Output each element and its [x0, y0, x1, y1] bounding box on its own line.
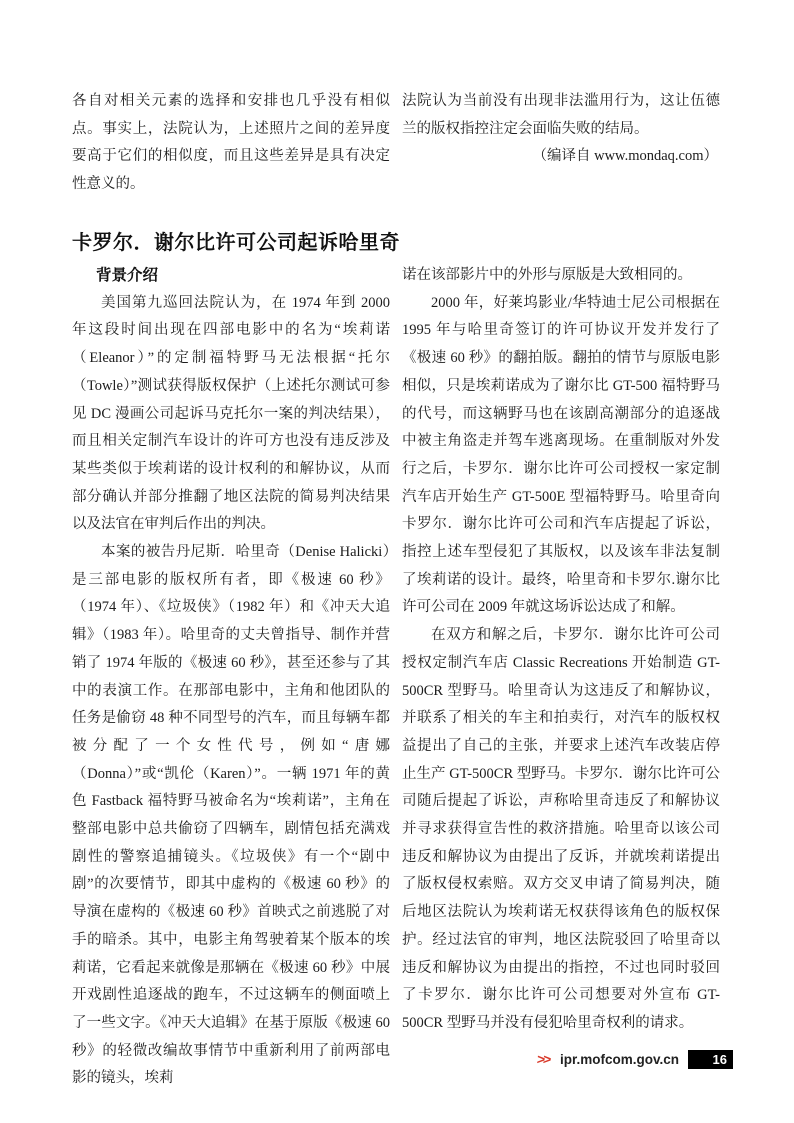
right-paragraph-continuation: 诺在该部影片中的外形与原版是大致相同的。	[402, 267, 692, 283]
previous-article-ending	[72, 88, 720, 199]
top-right-column	[402, 88, 720, 199]
article-body	[72, 262, 720, 1093]
section-heading: 背景介绍	[96, 267, 159, 284]
page-number-badge: 16	[688, 1050, 733, 1069]
top-left-column	[72, 88, 390, 199]
footer-site-url: ipr.mofcom.gov.cn	[559, 1051, 679, 1067]
source-attribution: （编译自 www.mondaq.com）	[532, 148, 718, 165]
double-chevron-icon: >>	[535, 1051, 550, 1067]
right-paragraph-1: 2000 年，好莱坞影业/华特迪士尼公司根据在 1995 年与哈里奇签订的许可协议开发并发行了《极速 60 秒》的翻拍版。翻拍的情节与原版电影相似，只是埃莉诺成为了谢尔比 GT-500 福特野马的代号，而这辆野马也在该剧高潮部分的追逐战中被主角盗走并驾车逃离现场。在重制版对外发行之后，卡罗尔．谢尔比许可公司授权一家定制汽车店开始生产 GT-500E 型福特野马。哈里奇向卡罗尔．谢尔比许可公司和汽车店提起了诉讼，指控上述车型侵犯了其版权，以及该车非法复制了埃莉诺的设计。最终，哈里奇和卡罗尔.谢尔比许可公司在 2009 年就这场诉讼达成了和解。	[402, 294, 720, 616]
top-left-paragraph: 各自对相关元素的选择和安排也几乎没有相似点。事实上，法院认为，上述照片之间的差异度要高于它们的相似度，而且这些差异是具有决定性意义的。	[72, 93, 390, 193]
article-right-column	[402, 262, 720, 1093]
left-paragraph-2: 本案的被告丹尼斯．哈里奇（Denise Halicki）是三部电影的版权所有者，即《极速 60 秒》（1974 年）、《垃圾侠》（1982 年）和《冲天大追辑》（1983 年）。哈里奇的丈夫曾指导、制作并营销了 1974 年版的《极速 60 秒》，甚至还参与了其中的表演工作。在那部电影中，主角和他团队的任务是偷窃 48 种不同型号的汽车，而且每辆车都被分配了一个女性代号，例如“唐娜（Donna）”或“凯伦（Karen）”。一辆 1971 年的黄色 Fastback 福特野马被命名为“埃莉诺”，主角在整部电影中总共偷窃了四辆车，剧情包括充满戏剧性的警察追捕镜头。《垃圾侠》有一个“剧中剧”的次要情节，即其中虚构的《极速 60 秒》的导演在虚构的《极速 60 秒》首映式之前逃脱了对手的暗杀。其中，电影主角驾驶着某个版本的埃莉诺，它看起来就像是那辆在《极速 60 秒》中展开戏剧性追逐战的跑车，不过这辆车的侧面喷上了一些文字。《冲天大追辑》在基于原版《极速 60 秒》的轻微改编故事情节中重新利用了前两部电影的镜头，埃莉	[72, 544, 390, 1087]
right-paragraph-2: 在双方和解之后，卡罗尔．谢尔比许可公司授权定制汽车店 Classic Recreations 开始制造 GT-500CR 型野马。哈里奇认为这违反了和解协议，并联系了相关的车主和拍卖行，对汽车的版权权益提出了自己的主张，并要求上述汽车改装店停止生产 GT-500CR 型野马。卡罗尔．谢尔比许可公司随后提起了诉讼，声称哈里奇违反了和解协议并寻求获得宣告性的救济措施。哈里奇以该公司违反和解协议为由提出了反诉，并就埃莉诺提出了版权侵权索赔。双方交叉申请了简易判决，随后地区法院认为埃莉诺无权获得该角色的版权保护。经过法官的审判，地区法院驳回了哈里奇以违反和解协议为由提出的指控，不过也同时驳回了卡罗尔．谢尔比许可公司想要对外宣布 GT-500CR 型野马并没有侵犯哈里奇权利的请求。	[402, 627, 720, 1031]
top-right-paragraph: 法院认为当前没有出现非法滥用行为，这让伍德兰的版权指控注定会面临失败的结局。	[402, 93, 720, 137]
article-left-column	[72, 262, 390, 1093]
article-title: 卡罗尔．谢尔比许可公司起诉哈里奇	[72, 232, 400, 254]
left-paragraph-1: 美国第九巡回法院认为，在 1974 年到 2000 年这段时间出现在四部电影中的名为“埃莉诺（Eleanor）”的定制福特野马无法根据“托尔（Towle）”测试获得版权保护（上述托尔测试可参见 DC 漫画公司起诉马克托尔一案的判决结果），而且相关定制汽车设计的许可方也没有违反涉及某些类似于埃莉诺的设计权利的和解协议，从而部分确认并部分推翻了地区法院的简易判决结果以及法官在审判后作出的判决。	[72, 294, 390, 533]
page-footer	[0, 1049, 733, 1069]
